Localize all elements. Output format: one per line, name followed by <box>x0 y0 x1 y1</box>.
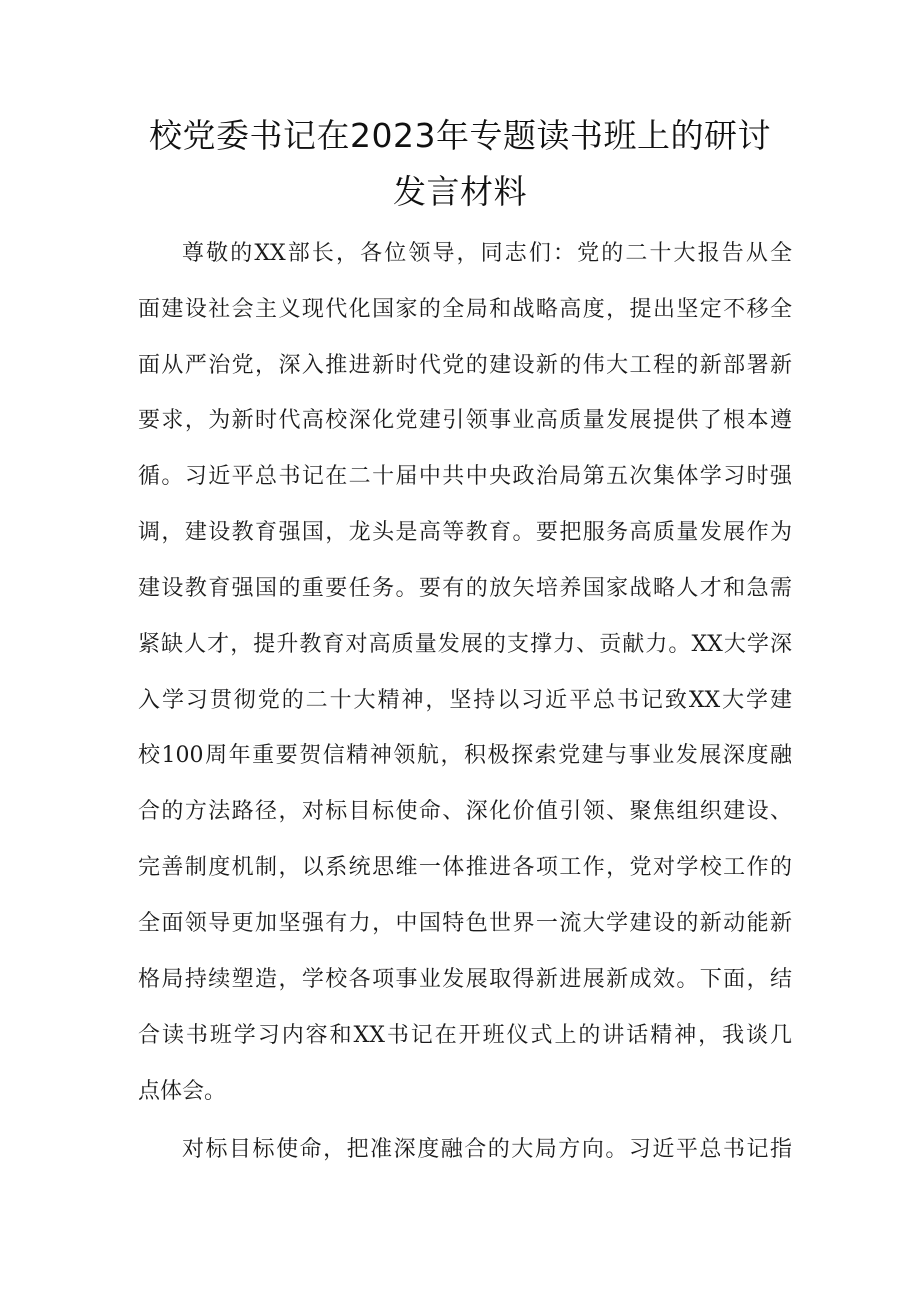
paragraph-1-line-15: 合读书班学习内容和XX书记在开班仪式上的讲话精神，我谈几 <box>138 1023 792 1048</box>
document-title-line-1: 校党委书记在2023年专题读书班上的研讨 <box>149 116 771 155</box>
paragraph-1-line-3: 面从严治党，深入推进新时代党的建设新的伟大工程的新部署新 <box>138 353 792 378</box>
paragraph-1-line-8: 紧缺人才，提升教育对高质量发展的支撑力、贡献力。XX大学深 <box>138 632 792 657</box>
document-title-line-2: 发言材料 <box>393 172 527 211</box>
paragraph-1-line-10: 校100周年重要贺信精神领航，积极探索党建与事业发展深度融 <box>138 743 792 768</box>
paragraph-1-line-9: 入学习贯彻党的二十大精神，坚持以习近平总书记致XX大学建 <box>138 688 792 713</box>
paragraph-1-line-16: 点体会。 <box>138 1079 227 1104</box>
paragraph-1-line-12: 完善制度机制，以系统思维一体推进各项工作，党对学校工作的 <box>138 855 792 880</box>
paragraph-1-line-7: 建设教育强国的重要任务。要有的放矢培养国家战略人才和急需 <box>138 576 792 601</box>
paragraph-1-line-11: 合的方法路径，对标目标使命、深化价值引领、聚焦组织建设、 <box>138 799 792 824</box>
paragraph-1-line-1: 尊敬的XX部长，各位领导，同志们：党的二十大报告从全 <box>182 241 792 266</box>
paragraph-1-line-6: 调，建设教育强国，龙头是高等教育。要把服务高质量发展作为 <box>138 520 792 545</box>
paragraph-1-line-5: 循。习近平总书记在二十届中共中央政治局第五次集体学习时强 <box>138 464 792 489</box>
paragraph-1-line-4: 要求，为新时代高校深化党建引领事业高质量发展提供了根本遵 <box>138 408 792 433</box>
paragraph-2-line-1: 对标目标使命，把准深度融合的大局方向。习近平总书记指 <box>182 1137 792 1162</box>
paragraph-1-line-13: 全面领导更加坚强有力，中国特色世界一流大学建设的新动能新 <box>138 911 792 936</box>
paragraph-1-line-2: 面建设社会主义现代化国家的全局和战略高度，提出坚定不移全 <box>138 297 792 322</box>
paragraph-1-line-14: 格局持续塑造，学校各项事业发展取得新进展新成效。下面，结 <box>138 967 792 992</box>
